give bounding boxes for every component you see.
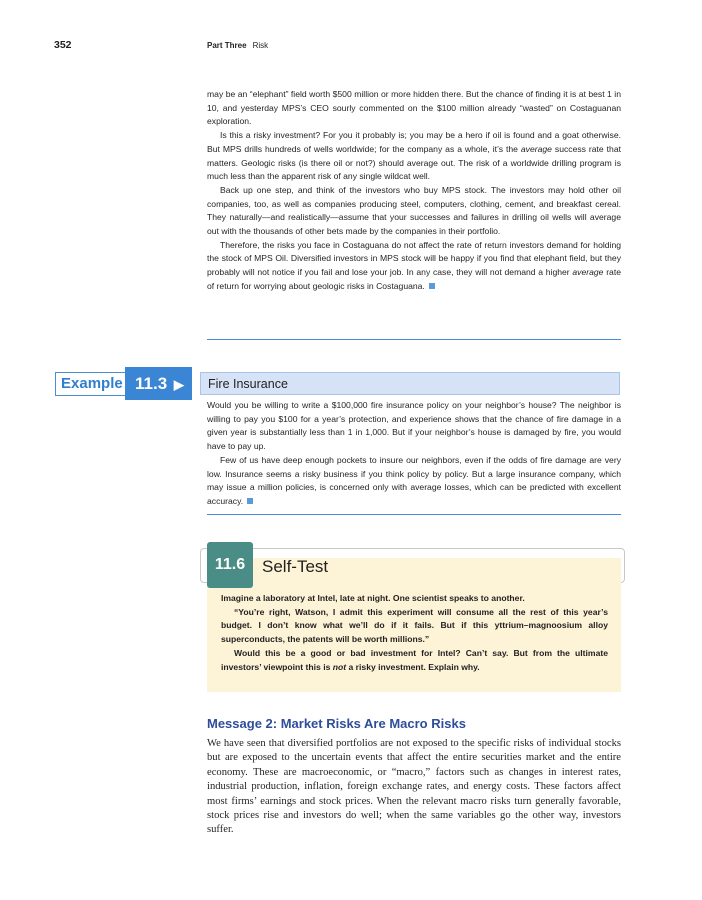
end-square-icon [247,498,253,504]
section-body [207,737,621,838]
section-heading: Message 2: Market Risks Are Macro Risks [207,716,466,731]
paragraph: Would you be willing to write a $100,000 fire insurance policy on your neighbor’s house? The neighbor is willing to pay you $100 for a year’s protection, and experience shows that the chance of fire damage in a given year is substantially less than 1 in 1,000. But if your neighbor’s house is damaged by fire, you would have to pay up. [207,400,621,452]
paragraph-text: Few of us have deep enough pockets to insure our neighbors, even if the odds of fire damage are very low. Insurance seems a risky business if you think policy by policy. But a large insurance company, which may issue a million policies, is concerned only with average losses, which can be predicted with excellent accuracy. [207,454,621,506]
paragraph [207,129,621,184]
page-number: 352 [54,39,72,51]
paragraph-text: a risky investment. Explain why. [346,661,480,672]
self-test-text [221,592,608,674]
paragraph [221,647,608,674]
play-arrow-icon: ▶ [173,377,184,392]
running-header [207,41,268,50]
paragraph: Imagine a laboratory at Intel, late at night. One scientist speaks to another. [221,593,525,603]
emphasis: average [572,267,604,278]
paragraph-text: success rate that matters. Geologic risks (is there oil or not?) should average out. The risk of a worldwide drilling program is much less than the apparent risk of any single wildcat well. [207,143,621,182]
paragraph-text: Would this be a good or bad investment for Intel? Can’t say. But from the ultimate investors’ viewpoint this is [221,647,608,672]
example-text-block [207,399,621,509]
paragraph [207,454,621,509]
emphasis: average [520,143,552,154]
paragraph: may be an “elephant” field worth $500 million or more hidden there. But the chance of finding it is at best 1 in 10, and yesterday MPS’s CEO sourly commented on the $100 million already “wasted” on Costaguanan exploration. [207,89,621,127]
self-test-number: 11.6 [207,542,253,588]
paragraph: We have seen that diversified portfolios are not exposed to the specific risks of individual stocks but are exposed to the uncertain events that affect the entire securities market and the entire economy. These are macroeconomic, or “macro,” factors such as changes in interest rates, industrial production, inflation, foreign exchange rates, and energy costs. These factors affect most firms’ earnings and stock prices. When the relevant macro risks turn generally favorable, stock prices rise and investors do well; when the same variables go the other way, investors suffer. [207,738,621,836]
continued-text-block [207,88,621,294]
paragraph [207,239,621,294]
paragraph-text: Therefore, the risks you face in Costaguana do not affect the rate of return investors demand for holding the stock of MPS Oil. Diversified investors in MPS stock will be happy if you find that elephant field, but they probably will not notice if you fail and lose your job. In any case, they will not demand a higher [207,239,621,278]
example-label: Example [55,372,125,396]
paragraph: Back up one step, and think of the investors who buy MPS stock. The investors may hold other oil companies, too, as well as companies producing steel, computers, clothing, cement, and breakfast cereal. They naturally—and realistically—assume that your successes and failures in drilling oil wells will average out with the thousands of other bets made by the companies in their portfolio. [207,184,621,237]
end-square-icon [429,283,435,289]
example-number-text: 11.3 [135,374,168,393]
running-header-section: Risk [252,41,269,50]
running-header-part: Part Three [207,41,247,50]
example-number [125,367,192,400]
divider [207,514,621,515]
paragraph: “You’re right, Watson, I admit this experiment will consume all the rest of this year’s budget. I don’t know what we’ll do if it fails. But if this yttrium–magnoosium alloy superconducts, the patents will be worth millions.” [221,606,608,645]
paragraph-text: rate of return for worrying about geologic risks in Costaguana. [207,267,621,291]
paragraph-text: Is this a risky investment? For you it probably is; you may be a hero if oil is found and a goat otherwise. But MPS drills hundreds of wells worldwide; for the company as a whole, it’s the [207,130,621,154]
divider [207,339,621,340]
self-test-title: Self-Test [262,557,329,576]
emphasis: not [332,661,347,672]
example-title: Fire Insurance [200,372,620,395]
